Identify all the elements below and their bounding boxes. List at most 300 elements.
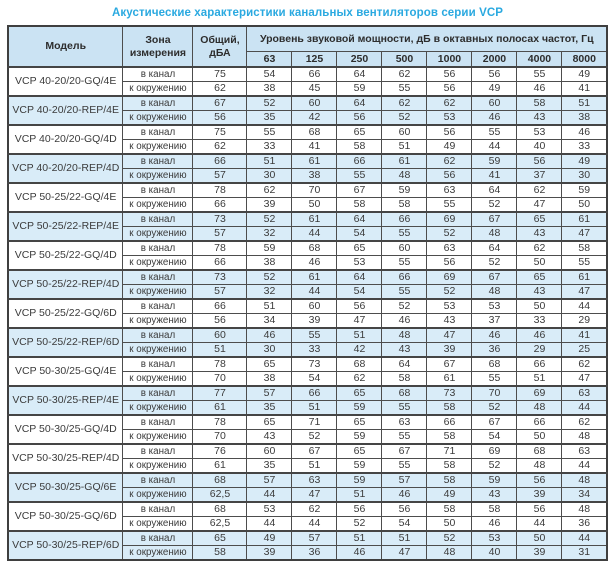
band-cell: 65: [517, 212, 562, 227]
band-cell: 69: [427, 212, 472, 227]
model-cell: VCP 50-30/25-GQ/4E: [8, 357, 123, 386]
zone-cell: к окружению: [123, 285, 193, 300]
band-cell: 38: [247, 82, 292, 97]
model-cell: VCP 50-30/25-REP/4D: [8, 444, 123, 473]
band-cell: 51: [562, 96, 607, 111]
band-cell: 67: [427, 357, 472, 372]
band-cell: 59: [337, 430, 382, 445]
band-cell: 56: [382, 502, 427, 517]
band-cell: 58: [337, 198, 382, 213]
band-cell: 49: [427, 488, 472, 503]
table-row-duct: [8, 444, 607, 459]
band-cell: 53: [337, 256, 382, 271]
table-row-duct: [8, 386, 607, 401]
total-cell: 75: [193, 125, 247, 140]
band-cell: 65: [337, 241, 382, 256]
band-cell: 67: [292, 444, 337, 459]
total-cell: 62,5: [193, 517, 247, 532]
band-cell: 64: [382, 357, 427, 372]
band-cell: 63: [427, 183, 472, 198]
band-cell: 67: [472, 212, 517, 227]
band-cell: 48: [562, 473, 607, 488]
total-cell: 56: [193, 314, 247, 329]
band-cell: 44: [517, 517, 562, 532]
band-cell: 54: [337, 285, 382, 300]
band-cell: 32: [247, 227, 292, 242]
band-cell: 47: [562, 285, 607, 300]
band-cell: 70: [292, 183, 337, 198]
band-cell: 50: [292, 198, 337, 213]
band-cell: 52: [247, 96, 292, 111]
band-cell: 53: [427, 299, 472, 314]
band-cell: 68: [472, 357, 517, 372]
total-cell: 68: [193, 502, 247, 517]
band-cell: 46: [517, 328, 562, 343]
band-cell: 41: [562, 82, 607, 97]
total-cell: 67: [193, 96, 247, 111]
zone-cell: к окружению: [123, 227, 193, 242]
band-cell: 60: [382, 241, 427, 256]
band-cell: 50: [562, 198, 607, 213]
band-cell: 52: [472, 256, 517, 271]
band-cell: 53: [247, 502, 292, 517]
table-row-duct: [8, 531, 607, 546]
band-cell: 44: [562, 531, 607, 546]
total-cell: 66: [193, 154, 247, 169]
total-cell: 78: [193, 357, 247, 372]
total-cell: 68: [193, 473, 247, 488]
band-cell: 60: [292, 96, 337, 111]
band-cell: 40: [517, 140, 562, 155]
band-cell: 61: [562, 212, 607, 227]
table-header: [8, 26, 607, 67]
total-cell: 61: [193, 459, 247, 474]
band-cell: 54: [247, 67, 292, 82]
band-cell: 61: [292, 212, 337, 227]
band-cell: 57: [247, 473, 292, 488]
band-cell: 59: [562, 183, 607, 198]
band-cell: 54: [292, 372, 337, 387]
total-column-header: Общий, дБА: [193, 26, 247, 67]
band-cell: 44: [562, 459, 607, 474]
band-cell: 60: [292, 299, 337, 314]
model-cell: VCP 40-20/20-REP/4D: [8, 154, 123, 183]
band-cell: 56: [337, 299, 382, 314]
band-cell: 38: [292, 169, 337, 184]
band-cell: 63: [562, 444, 607, 459]
band-cell: 69: [427, 270, 472, 285]
band-cell: 58: [517, 96, 562, 111]
band-cell: 53: [472, 531, 517, 546]
band-cell: 66: [382, 270, 427, 285]
band-cell: 55: [382, 256, 427, 271]
band-cell: 69: [472, 444, 517, 459]
band-cell: 47: [337, 314, 382, 329]
band-cell: 65: [337, 386, 382, 401]
band-cell: 61: [427, 372, 472, 387]
zone-cell: в канал: [123, 502, 193, 517]
band-cell: 55: [382, 82, 427, 97]
total-cell: 70: [193, 372, 247, 387]
band-cell: 52: [427, 285, 472, 300]
band-cell: 50: [517, 531, 562, 546]
band-cell: 46: [292, 256, 337, 271]
band-cell: 58: [382, 372, 427, 387]
band-cell: 52: [427, 227, 472, 242]
zone-cell: в канал: [123, 357, 193, 372]
zone-cell: в канал: [123, 183, 193, 198]
band-cell: 39: [247, 546, 292, 561]
band-cell: 58: [472, 502, 517, 517]
band-cell: 29: [562, 314, 607, 329]
band-cell: 34: [247, 314, 292, 329]
band-cell: 46: [472, 111, 517, 126]
band-cell: 55: [382, 430, 427, 445]
band-cell: 55: [562, 256, 607, 271]
band-cell: 33: [562, 140, 607, 155]
band-cell: 44: [562, 401, 607, 416]
band-cell: 60: [382, 125, 427, 140]
band-cell: 51: [517, 372, 562, 387]
band-cell: 60: [472, 96, 517, 111]
band-cell: 54: [472, 430, 517, 445]
band-cell: 54: [337, 227, 382, 242]
band-cell: 44: [292, 285, 337, 300]
band-cell: 38: [562, 111, 607, 126]
band-cell: 48: [382, 328, 427, 343]
band-cell: 66: [292, 386, 337, 401]
band-cell: 52: [292, 430, 337, 445]
band-cell: 56: [337, 502, 382, 517]
band-cell: 49: [247, 531, 292, 546]
band-cell: 51: [337, 531, 382, 546]
band-cell: 47: [292, 488, 337, 503]
band-cell: 59: [337, 401, 382, 416]
zone-cell: в канал: [123, 444, 193, 459]
total-cell: 60: [193, 328, 247, 343]
band-cell: 48: [382, 169, 427, 184]
band-cell: 67: [472, 270, 517, 285]
band-cell: 41: [292, 140, 337, 155]
freq-header: 500: [382, 51, 427, 67]
band-cell: 56: [517, 473, 562, 488]
band-cell: 53: [517, 125, 562, 140]
band-cell: 50: [517, 299, 562, 314]
band-cell: 37: [472, 314, 517, 329]
band-cell: 69: [517, 386, 562, 401]
band-cell: 61: [562, 270, 607, 285]
band-cell: 63: [382, 415, 427, 430]
model-cell: VCP 50-25/22-REP/4E: [8, 212, 123, 241]
total-cell: 78: [193, 415, 247, 430]
zone-cell: к окружению: [123, 140, 193, 155]
band-cell: 55: [472, 125, 517, 140]
band-cell: 39: [517, 488, 562, 503]
zone-cell: в канал: [123, 473, 193, 488]
model-cell: VCP 50-25/22-REP/6D: [8, 328, 123, 357]
band-cell: 44: [292, 517, 337, 532]
band-cell: 56: [427, 125, 472, 140]
band-cell: 39: [427, 343, 472, 358]
band-cell: 55: [382, 285, 427, 300]
total-cell: 73: [193, 270, 247, 285]
band-cell: 51: [292, 459, 337, 474]
model-cell: VCP 50-25/22-GQ/6D: [8, 299, 123, 328]
band-cell: 49: [472, 82, 517, 97]
freq-header: 125: [292, 51, 337, 67]
zone-cell: к окружению: [123, 343, 193, 358]
band-cell: 58: [427, 401, 472, 416]
table-row-duct: [8, 241, 607, 256]
band-cell: 62: [562, 357, 607, 372]
band-cell: 36: [292, 546, 337, 561]
model-cell: VCP 50-30/25-REP/4E: [8, 386, 123, 415]
model-cell: VCP 50-30/25-REP/6D: [8, 531, 123, 560]
band-cell: 55: [247, 125, 292, 140]
band-cell: 61: [292, 154, 337, 169]
band-cell: 43: [517, 285, 562, 300]
band-cell: 36: [472, 343, 517, 358]
total-cell: 66: [193, 198, 247, 213]
table-row-duct: [8, 96, 607, 111]
page-title: Акустические характеристики канальных вентиляторов серии VCP: [111, 7, 504, 19]
band-cell: 43: [247, 430, 292, 445]
band-cell: 46: [382, 488, 427, 503]
band-cell: 64: [337, 270, 382, 285]
band-cell: 51: [337, 488, 382, 503]
model-cell: VCP 40-20/20-REP/4E: [8, 96, 123, 125]
band-cell: 52: [337, 517, 382, 532]
band-cell: 43: [472, 488, 517, 503]
zone-cell: к окружению: [123, 256, 193, 271]
model-cell: VCP 50-30/25-GQ/6D: [8, 502, 123, 531]
total-cell: 76: [193, 444, 247, 459]
band-cell: 36: [562, 517, 607, 532]
band-cell: 44: [247, 517, 292, 532]
band-cell: 61: [292, 270, 337, 285]
total-cell: 65: [193, 531, 247, 546]
band-cell: 31: [562, 546, 607, 561]
band-cell: 65: [247, 415, 292, 430]
band-cell: 68: [517, 444, 562, 459]
total-cell: 75: [193, 67, 247, 82]
band-cell: 38: [247, 372, 292, 387]
band-cell: 57: [382, 473, 427, 488]
freq-header: 2000: [472, 51, 517, 67]
band-cell: 52: [472, 401, 517, 416]
band-cell: 55: [292, 328, 337, 343]
band-cell: 55: [517, 67, 562, 82]
band-cell: 39: [292, 314, 337, 329]
table-row-duct: [8, 154, 607, 169]
band-cell: 56: [337, 111, 382, 126]
band-cell: 57: [292, 531, 337, 546]
total-cell: 57: [193, 169, 247, 184]
zone-cell: в канал: [123, 531, 193, 546]
band-cell: 47: [562, 372, 607, 387]
band-cell: 46: [472, 328, 517, 343]
band-cell: 64: [472, 241, 517, 256]
table-row-duct: [8, 67, 607, 82]
band-cell: 39: [517, 546, 562, 561]
band-cell: 56: [517, 154, 562, 169]
band-cell: 56: [427, 169, 472, 184]
band-cell: 50: [427, 517, 472, 532]
band-cell: 68: [292, 241, 337, 256]
zone-column-header: Зона измерения: [123, 26, 193, 67]
total-cell: 56: [193, 111, 247, 126]
band-cell: 52: [427, 531, 472, 546]
band-cell: 51: [247, 299, 292, 314]
band-cell: 68: [382, 386, 427, 401]
model-cell: VCP 50-30/25-GQ/6E: [8, 473, 123, 502]
band-cell: 66: [427, 415, 472, 430]
total-cell: 62: [193, 140, 247, 155]
zone-cell: в канал: [123, 67, 193, 82]
table-body: [8, 67, 607, 560]
band-cell: 46: [562, 125, 607, 140]
zone-cell: к окружению: [123, 459, 193, 474]
band-cell: 59: [382, 183, 427, 198]
freq-header: 250: [337, 51, 382, 67]
band-cell: 56: [472, 67, 517, 82]
total-cell: 58: [193, 546, 247, 561]
zone-cell: к окружению: [123, 430, 193, 445]
band-cell: 60: [247, 444, 292, 459]
model-cell: VCP 40-20/20-GQ/4E: [8, 67, 123, 96]
band-cell: 67: [337, 183, 382, 198]
model-cell: VCP 40-20/20-GQ/4D: [8, 125, 123, 154]
total-cell: 78: [193, 183, 247, 198]
band-cell: 58: [427, 502, 472, 517]
band-cell: 44: [292, 227, 337, 242]
band-cell: 45: [292, 82, 337, 97]
table-row-duct: [8, 415, 607, 430]
zone-cell: в канал: [123, 299, 193, 314]
band-cell: 68: [337, 357, 382, 372]
zone-cell: к окружению: [123, 198, 193, 213]
band-cell: 50: [517, 430, 562, 445]
band-cell: 62: [427, 154, 472, 169]
band-cell: 48: [562, 502, 607, 517]
band-cell: 52: [472, 459, 517, 474]
band-cell: 59: [247, 241, 292, 256]
band-cell: 71: [292, 415, 337, 430]
band-cell: 56: [427, 82, 472, 97]
zone-cell: к окружению: [123, 517, 193, 532]
model-cell: VCP 50-25/22-GQ/4D: [8, 241, 123, 270]
band-cell: 47: [382, 546, 427, 561]
freq-header: 1000: [427, 51, 472, 67]
table-row-duct: [8, 270, 607, 285]
band-cell: 29: [517, 343, 562, 358]
table-row-duct: [8, 212, 607, 227]
zone-cell: в канал: [123, 125, 193, 140]
band-cell: 38: [247, 256, 292, 271]
table-row-duct: [8, 299, 607, 314]
band-cell: 48: [427, 546, 472, 561]
freq-header: 8000: [562, 51, 607, 67]
band-cell: 62: [517, 241, 562, 256]
zone-cell: к окружению: [123, 488, 193, 503]
band-cell: 44: [562, 299, 607, 314]
band-cell: 30: [247, 343, 292, 358]
band-cell: 30: [247, 169, 292, 184]
band-cell: 37: [517, 169, 562, 184]
band-cell: 73: [292, 357, 337, 372]
total-cell: 77: [193, 386, 247, 401]
band-cell: 64: [337, 67, 382, 82]
band-cell: 58: [427, 473, 472, 488]
table-row-duct: [8, 357, 607, 372]
band-cell: 71: [427, 444, 472, 459]
band-cell: 64: [337, 96, 382, 111]
freq-header: 63: [247, 51, 292, 67]
band-cell: 33: [517, 314, 562, 329]
band-cell: 67: [382, 444, 427, 459]
band-cell: 62: [247, 183, 292, 198]
band-cell: 66: [517, 415, 562, 430]
band-cell: 58: [427, 459, 472, 474]
band-cell: 55: [382, 401, 427, 416]
band-cell: 62: [382, 67, 427, 82]
total-cell: 57: [193, 227, 247, 242]
total-cell: 62,5: [193, 488, 247, 503]
band-cell: 33: [292, 343, 337, 358]
band-cell: 62: [337, 372, 382, 387]
band-cell: 59: [472, 154, 517, 169]
zone-cell: к окружению: [123, 372, 193, 387]
band-cell: 43: [427, 314, 472, 329]
band-cell: 48: [472, 227, 517, 242]
band-cell: 70: [472, 386, 517, 401]
band-cell: 35: [247, 111, 292, 126]
band-cell: 62: [292, 502, 337, 517]
band-cell: 67: [472, 415, 517, 430]
band-cell: 46: [382, 314, 427, 329]
band-cell: 66: [382, 212, 427, 227]
band-cell: 51: [247, 154, 292, 169]
band-cell: 52: [247, 270, 292, 285]
table-row-duct: [8, 502, 607, 517]
band-cell: 54: [382, 517, 427, 532]
band-cell: 50: [517, 256, 562, 271]
band-cell: 52: [382, 111, 427, 126]
band-cell: 66: [292, 67, 337, 82]
band-cell: 58: [382, 198, 427, 213]
band-cell: 43: [382, 343, 427, 358]
freq-header: 4000: [517, 51, 562, 67]
band-cell: 48: [517, 401, 562, 416]
total-cell: 62: [193, 82, 247, 97]
band-cell: 62: [562, 415, 607, 430]
band-cell: 43: [517, 227, 562, 242]
band-cell: 30: [562, 169, 607, 184]
band-cell: 55: [427, 198, 472, 213]
band-cell: 53: [427, 111, 472, 126]
band-cell: 47: [562, 227, 607, 242]
total-cell: 61: [193, 401, 247, 416]
zone-cell: в канал: [123, 96, 193, 111]
band-cell: 49: [562, 154, 607, 169]
band-cell: 63: [427, 241, 472, 256]
band-cell: 58: [337, 140, 382, 155]
band-cell: 46: [517, 82, 562, 97]
model-cell: VCP 50-30/25-GQ/4D: [8, 415, 123, 444]
spl-column-header: Уровень звуковой мощности, дБ в октавных полосах частот, Гц: [247, 26, 607, 51]
band-cell: 66: [337, 154, 382, 169]
band-cell: 65: [517, 270, 562, 285]
